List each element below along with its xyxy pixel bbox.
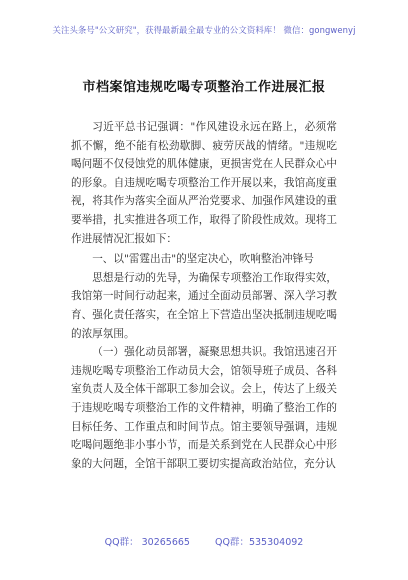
header-notice: 关注头条号"公文研究"，获得最新最全最专业的公文资料库！ 微信：gongwenyj — [52, 25, 356, 35]
document-body — [71, 118, 337, 473]
body-paragraph: 思想是行动的先导，为确保专项整治工作取得实效，我馆第一时间行动起来，通过全面动员部署、深入学习教育、强化责任落实，在全馆上下营造出坚决抵制违规吃喝的浓厚氛围。 — [71, 271, 337, 340]
body-paragraph: （一）强化动员部署，凝聚思想共识。我馆迅速召开违规吃喝专项整治工作动员大会，馆领导班子成员、各科室负责人及全体干部职工参加会议。会上，传达了上级关于违规吃喝专项整治工作的文件精神，明确了整治工作的目标任务、工作重点和时间节点。馆主要领导强调，违规吃喝问题绝非小事小节，而是关系到党在人民群众心中形象的大问题，全馆干部职工要切实提高政治站位，充分认 — [71, 346, 337, 470]
footer-qq-group-1: QQ群： 30265665 — [104, 537, 190, 548]
footer-qq-group-2: QQ群：535304092 — [215, 537, 304, 548]
section-heading: 一、以"雷霆出击"的坚定决心，吹响整治冲锋号 — [92, 253, 314, 266]
document-title: 市档案馆违规吃喝专项整治工作进展汇报 — [82, 80, 326, 95]
intro-paragraph: 习近平总书记强调："作风建设永远在路上，必须常抓不懈，绝不能有松劲歇脚、疲劳厌战的情绪。"违规吃喝问题不仅侵蚀党的肌体健康，更损害党在人民群众心中的形象。自违规吃喝专项整治工作开展以来，我馆高度重视，将其作为落实全面从严治党要求、加强作风建设的重要举措，扎实推进各项工作，取得了阶段性成效。现将工作进展情况汇报如下： — [71, 121, 337, 245]
footer-qq-groups — [0, 534, 408, 548]
